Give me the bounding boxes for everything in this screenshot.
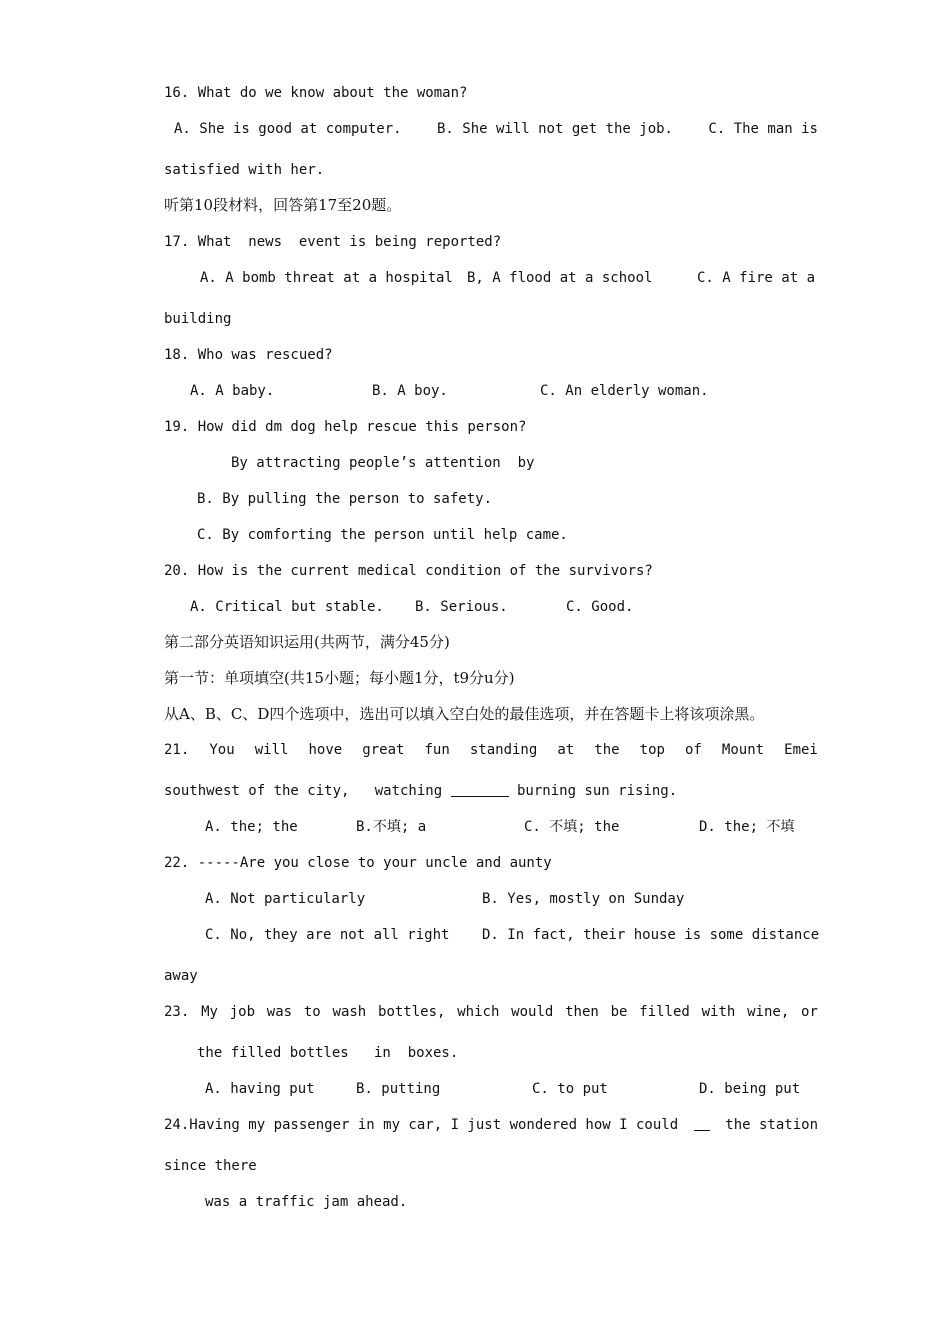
q21-question-line [164, 741, 818, 759]
q19-option-c: C. By comforting the person until help came. [197, 527, 568, 543]
q23-option-c: C. to put [532, 1081, 608, 1097]
q16-question: 16. What do we know about the woman? [164, 85, 468, 101]
q21-answer-blank [451, 782, 509, 797]
q21-word: fun [424, 742, 450, 758]
q23-word: or [801, 1004, 818, 1020]
q21-word: hove [308, 742, 343, 758]
q23-word: be [610, 1004, 628, 1020]
q21-word: at [557, 742, 575, 758]
q21-option-c: C. 不填; the [524, 819, 620, 835]
q21-word: Mount [721, 742, 765, 758]
q16-option-c: C. The man is [708, 121, 818, 137]
q23-word: My [201, 1004, 218, 1020]
q20-option-c: C. Good. [566, 599, 634, 615]
q22-option-d: D. In fact, their house is some distance [482, 927, 820, 943]
q22-option-a: A. Not particularly [205, 891, 366, 907]
q17-option-a: A. A bomb threat at a hospital [200, 270, 453, 286]
part2-heading: 第二部分英语知识运用(共两节，满分45分) [164, 633, 450, 651]
q24-answer-blank [694, 1116, 710, 1131]
q23-word: was [266, 1004, 293, 1020]
q21-text-before: southwest of the city, watching [164, 783, 451, 799]
q21-word: of [685, 742, 702, 758]
q17-question: 17. What news event is being reported? [164, 234, 502, 250]
q22-option-b: B. Yes, mostly on Sunday [482, 891, 685, 907]
q21-word: standing [469, 742, 538, 758]
q16-options [174, 120, 818, 138]
q23-word: filled [639, 1004, 690, 1020]
q23-option-a: A. having put [205, 1081, 315, 1097]
q21-word: Emei [784, 742, 818, 758]
q21-word: You [209, 742, 235, 758]
q19-option-b: B. By pulling the person to safety. [197, 491, 493, 507]
q23-word: with [701, 1004, 736, 1020]
q24-text-after: the station [725, 1117, 818, 1133]
q17-continuation: building [164, 311, 232, 327]
q19-question: 19. How did dm dog help rescue this person? [164, 419, 527, 435]
q24-text-before: 24.Having my passenger in my car, I just wondered how I could [164, 1117, 679, 1133]
q23-word: bottles, [378, 1004, 446, 1020]
q23-word: would [511, 1004, 554, 1020]
q18-option-c: C. An elderly woman. [540, 383, 709, 399]
q16-option-a: A. She is good at computer. [174, 121, 402, 137]
section10-instruction: 听第10段材料，回答第17至20题。 [164, 196, 402, 214]
q18-option-a: A. A baby. [190, 383, 275, 399]
q24-continuation-2: was a traffic jam ahead. [205, 1194, 408, 1210]
q18-option-b: B. A boy. [372, 383, 448, 399]
section1-heading: 第一节：单项填空(共15小题；每小题1分，t9分u分) [164, 669, 515, 687]
q17-option-b: B, A flood at a school [467, 270, 653, 286]
q24-continuation-1: since there [164, 1158, 257, 1174]
q22-question: 22. -----Are you close to your uncle and aunty [164, 855, 552, 871]
q16-option-b: B. She will not get the job. [436, 121, 673, 137]
q23-word: 23. [164, 1004, 190, 1020]
q23-option-d: D. being put [699, 1081, 801, 1097]
q20-question: 20. How is the current medical condition of the survivors? [164, 563, 653, 579]
q23-word: wash [332, 1004, 367, 1020]
q20-option-a: A. Critical but stable. [190, 599, 384, 615]
q23-option-b: B. putting [356, 1081, 441, 1097]
q23-word: to [303, 1004, 321, 1020]
q21-option-a: A. the; the [205, 819, 298, 835]
q21-option-b: B.不填; a [356, 819, 427, 835]
q18-question: 18. Who was rescued? [164, 347, 333, 363]
q22-option-c: C. No, they are not all right [205, 927, 450, 943]
q21-word: top [639, 742, 665, 758]
q21-word: the [594, 742, 620, 758]
q21-text-after: burning sun rising. [508, 783, 678, 799]
q21-word: will [254, 742, 289, 758]
q16-continuation: satisfied with her. [164, 162, 325, 178]
q23-word: wine, [747, 1004, 790, 1020]
q23-word: which [457, 1004, 500, 1020]
q21-word: great [362, 742, 405, 758]
q24-question-line [164, 1116, 818, 1134]
section1-instruction: 从A、B、C、D四个选项中，选出可以填入空白处的最佳选项，并在答题卡上将该项涂黑。 [164, 705, 765, 723]
q23-word: then [565, 1004, 599, 1020]
q21-word: 21. [164, 742, 190, 758]
q21-option-d: D. the; 不填 [699, 819, 795, 835]
q23-question-line [164, 1003, 818, 1021]
q21-continuation [164, 782, 677, 800]
q23-word: job [229, 1004, 256, 1020]
q20-option-b: B. Serious. [415, 599, 508, 615]
q22-continuation: away [164, 968, 198, 984]
q19-option-a: By attracting people’s attention by [231, 455, 535, 471]
q17-option-c: C. A fire at a [697, 270, 816, 286]
q23-continuation: the filled bottles in boxes. [197, 1045, 459, 1061]
